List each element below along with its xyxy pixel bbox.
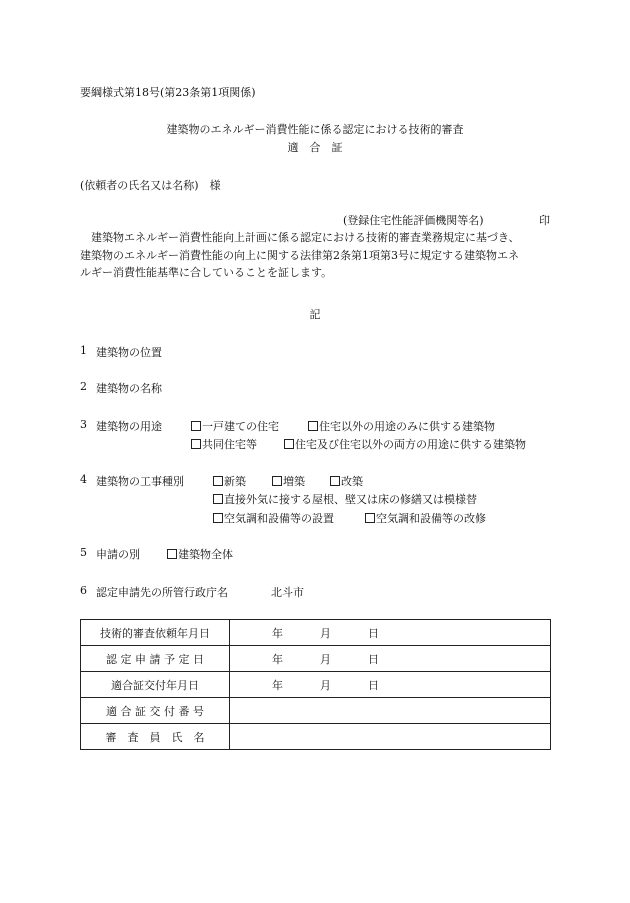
item-5-label: 申請の別	[96, 548, 140, 561]
use-option-non-residential[interactable]: 住宅以外の用途のみに供する建築物	[308, 418, 495, 434]
item-5-number: 5	[80, 546, 87, 559]
seal-mark: 印	[539, 214, 550, 227]
row-label: 適合証交付年月日	[81, 672, 230, 698]
item-2-label: 建築物の名称	[96, 382, 162, 395]
item-4-number: 4	[80, 473, 87, 486]
item-1-label: 建築物の位置	[96, 346, 162, 359]
item-6-label: 認定申請先の所管行政庁名	[96, 586, 228, 599]
checkbox[interactable]	[272, 476, 282, 486]
row-label: 適 合 証 交 付 番 号	[81, 698, 230, 724]
checkbox[interactable]	[308, 421, 318, 431]
row-label: 審 査 員 氏 名	[81, 724, 230, 750]
checkbox[interactable]	[167, 549, 177, 559]
work-option-hvac-renovation[interactable]: 空気調和設備等の改修	[365, 510, 486, 526]
item-3-label: 建築物の用途	[96, 420, 162, 433]
date-field[interactable]: 年 月 日	[230, 620, 551, 646]
work-option-extension[interactable]: 増築	[272, 473, 305, 489]
checkbox[interactable]	[284, 439, 294, 449]
addressee: (依頼者の氏名又は名称) 様	[80, 179, 221, 192]
document-title: 建築物のエネルギー消費性能に係る認定における技術的審査	[166, 123, 464, 136]
certificate-number-field[interactable]	[230, 698, 551, 724]
body-line: 建築物のエネルギー消費性能の向上に関する法律第2条第1項第3号に規定する建築物エネ	[80, 248, 519, 262]
table-row	[81, 646, 551, 672]
date-field[interactable]: 年 月 日	[230, 672, 551, 698]
checkbox[interactable]	[191, 421, 201, 431]
table-row	[81, 724, 551, 750]
checkbox[interactable]	[213, 476, 223, 486]
item-3-number: 3	[80, 418, 87, 431]
ki-heading: 記	[309, 308, 321, 321]
checkbox[interactable]	[365, 513, 375, 523]
date-field[interactable]: 年 月 日	[230, 646, 551, 672]
checkbox[interactable]	[330, 476, 340, 486]
checkbox[interactable]	[213, 494, 223, 504]
item-2-number: 2	[80, 380, 87, 393]
item-6-number: 6	[80, 584, 87, 597]
body-line: ルギー消費性能基準に合していることを証します。	[80, 266, 333, 279]
document-subtitle: 適 合 証	[287, 141, 343, 154]
table-row	[81, 672, 551, 698]
row-label: 認 定 申 請 予 定 日	[81, 646, 230, 672]
table-row	[81, 620, 551, 646]
body-line: 建築物エネルギー消費性能向上計画に係る認定における技術的審査業務規定に基づき、	[91, 231, 520, 244]
review-info-table	[80, 619, 551, 750]
item-4-label: 建築物の工事種別	[96, 475, 184, 488]
work-option-new-build[interactable]: 新築	[213, 473, 246, 489]
issuer-label: (登録住宅性能評価機関等名)	[343, 214, 484, 227]
item-1-number: 1	[80, 344, 87, 357]
reviewer-name-field[interactable]	[230, 724, 551, 750]
use-option-mixed-use[interactable]: 住宅及び住宅以外の両方の用途に供する建築物	[284, 436, 526, 452]
body-paragraph	[80, 229, 552, 282]
work-option-envelope-repair[interactable]: 直接外気に接する屋根、壁又は床の修繕又は模様替	[213, 491, 477, 507]
work-option-rebuild[interactable]: 改築	[330, 473, 363, 489]
checkbox[interactable]	[213, 513, 223, 523]
use-option-apartment[interactable]: 共同住宅等	[191, 436, 257, 452]
item-6-value: 北斗市	[271, 586, 304, 599]
form-number: 要綱様式第18号(第23条第1項関係)	[80, 86, 256, 99]
row-label: 技術的審査依頼年月日	[81, 620, 230, 646]
checkbox[interactable]	[191, 439, 201, 449]
use-option-detached-house[interactable]: 一戸建ての住宅	[191, 418, 279, 434]
work-option-hvac-install[interactable]: 空気調和設備等の設置	[213, 510, 334, 526]
application-option-whole-building[interactable]: 建築物全体	[167, 546, 233, 562]
table-row	[81, 698, 551, 724]
